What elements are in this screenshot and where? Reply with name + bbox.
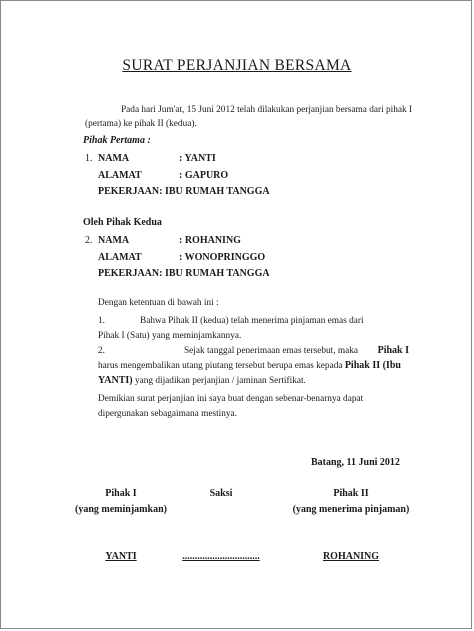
pihak-kedua-heading: Oleh Pihak Kedua — [83, 217, 162, 228]
pihak-pertama-pekerjaan: PEKERJAAN: IBU RUMAH TANGGA — [98, 186, 270, 197]
item-2-line-3-text: yang dijadikan perjanjian / jaminan Sertifikat. — [132, 376, 306, 386]
saksi-name-line: ............................... — [182, 551, 260, 562]
closing-line-1: Demikian surat perjanjian ini saya buat dengan sebenar-benarnya dapat — [98, 394, 364, 404]
pihak-pertama-nama-value: : YANTI — [179, 153, 216, 164]
pihak-2-label: Pihak II — [333, 488, 369, 499]
item-2-line-3-bold: YANTI) — [98, 375, 133, 386]
item-2-line-2 — [98, 360, 401, 372]
pihak-pertama-number: 1. — [85, 153, 93, 164]
pihak-kedua-alamat-label: ALAMAT — [98, 252, 142, 263]
pihak-kedua-nama-label: NAMA — [98, 235, 130, 246]
pihak-1-name: YANTI — [105, 551, 137, 562]
pihak-pertama-alamat-label: ALAMAT — [98, 170, 142, 181]
pihak-2-name: ROHANING — [322, 551, 380, 562]
item-1-line-1: Bahwa Pihak II (kedua) telah menerima pinjaman emas dari — [140, 316, 364, 326]
pihak-kedua-number: 2. — [85, 235, 93, 246]
item-2-line-1-bold: Pihak I — [377, 345, 409, 356]
pihak-2-role: (yang menerima pinjaman) — [292, 504, 410, 515]
document-title: SURAT PERJANJIAN BERSAMA — [122, 57, 352, 74]
item-2-line-2-bold: Pihak II (Ibu — [344, 360, 401, 371]
place-date: Batang, 11 Juni 2012 — [311, 457, 400, 468]
pihak-pertama-alamat-value: : GAPURO — [179, 170, 229, 181]
pihak-kedua-alamat-value: : WONOPRINGGO — [179, 252, 266, 263]
closing-line-2: dipergunakan sebagaimana mestinya. — [98, 409, 237, 419]
pihak-1-label: Pihak I — [105, 488, 137, 499]
item-2-line-2-text: harus mengembalikan utang piutang tersebut berupa emas kepada — [98, 361, 343, 371]
pihak-kedua-nama-value: : ROHANING — [179, 235, 241, 246]
ketentuan-lead: Dengan ketentuan di bawah ini : — [98, 298, 219, 308]
item-1-number: 1. — [98, 316, 105, 326]
item-2-line-1 — [184, 345, 409, 357]
saksi-label: Saksi — [209, 488, 233, 499]
intro-line-2: (pertama) ke pihak II (kedua). — [85, 119, 197, 129]
pihak-1-role: (yang meminjamkan) — [75, 504, 167, 515]
pihak-kedua-pekerjaan: PEKERJAAN: IBU RUMAH TANGGA — [98, 268, 270, 279]
item-1-line-2: Pihak I (Satu) yang meminjamkannya. — [98, 331, 242, 341]
intro-line-1: Pada hari Jum'at, 15 Juni 2012 telah dilakukan perjanjian bersama dari pihak I — [121, 105, 413, 115]
item-2-number: 2. — [98, 346, 105, 356]
pihak-pertama-heading: Pihak Pertama : — [83, 135, 151, 146]
pihak-pertama-nama-label: NAMA — [98, 153, 130, 164]
item-2-line-3 — [98, 375, 306, 387]
item-2-line-1-text: Sejak tanggal penerimaan emas tersebut, maka — [184, 346, 358, 356]
